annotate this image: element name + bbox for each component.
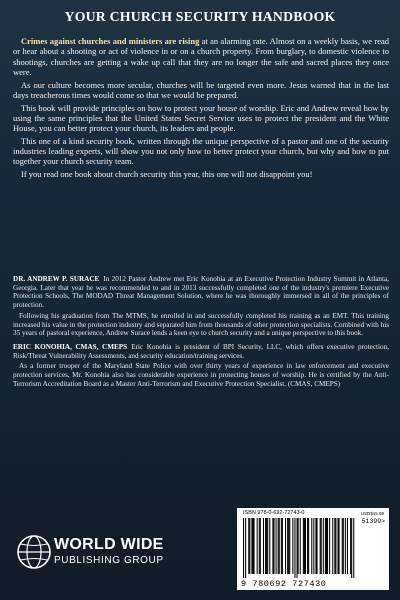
barcode-bar — [335, 518, 336, 574]
blurb-lead: Crimes against churches and ministers are rising — [21, 36, 200, 46]
barcode-bar — [245, 518, 246, 578]
barcode-bar — [288, 518, 289, 574]
barcode-bar — [282, 518, 283, 574]
barcode-bar — [327, 518, 328, 574]
barcode-bar — [279, 518, 280, 574]
barcode-bar — [248, 518, 249, 574]
addon-code: 51399> — [361, 518, 385, 525]
bio-konohia-2: As a former trooper of the Maryland State Police with over thirty years of experience in law enforcement and executive protection services, Mr. Konohia also has considerable experience in protecting houses of worship. He is certified by the Anti-Terrorism Accreditation Board as a Master Anti-Terrorism and Executive Protection Specialist. (CMAS, CMEPS) — [13, 362, 389, 388]
barcode-bar — [265, 518, 266, 574]
barcode-bar — [308, 518, 309, 574]
barcode-bar — [305, 518, 306, 574]
barcode-bar — [273, 518, 274, 574]
barcode-bar — [343, 518, 344, 574]
barcode-bar — [317, 518, 318, 574]
barcode-bar — [351, 518, 352, 578]
barcode-bar — [289, 518, 290, 574]
barcode-bar — [287, 518, 288, 574]
barcode-bar — [307, 518, 308, 574]
barcode-bar — [321, 518, 322, 574]
barcode-bar — [334, 518, 335, 574]
barcode-bar — [313, 518, 314, 574]
barcode-bar — [266, 518, 267, 574]
barcode-bar — [251, 518, 252, 574]
barcode-bar — [252, 518, 253, 574]
barcode-bar — [243, 518, 244, 578]
bio-konohia-1 — [13, 343, 389, 360]
blurb-paragraph-5: If you read one book about church security this year, this one will not disappoint you! — [21, 169, 313, 180]
author-name-konohia: ERIC KONOHIA, CMAS, CMEPS — [13, 342, 128, 351]
barcode-bar — [254, 518, 255, 574]
barcode-bar — [325, 518, 326, 574]
barcode-bar — [292, 518, 293, 574]
bio-konohia-1-text: Eric Konohia is president of BPI Security, LLC, which offers executive protection, Risk/Threat Vulnerability Assessments, and security education/training services. — [13, 342, 389, 360]
globe-icon — [16, 534, 52, 570]
barcode-bar — [332, 518, 333, 574]
ean-digits: 9 780692 727430 — [241, 579, 327, 589]
barcode-bar — [300, 518, 301, 574]
blurb-paragraph-2: As our culture becomes more secular, churches will be targeted even more. Jesus warned that in the last days treacherous times would come so that we would be prepared. — [13, 79, 389, 100]
barcode-bar — [294, 518, 295, 578]
blurb-paragraph-1 — [13, 36, 389, 77]
barcode-bar — [272, 518, 273, 574]
barcode-bar — [249, 518, 250, 574]
barcode-bar — [345, 518, 346, 574]
barcode-bar — [281, 518, 282, 574]
barcode-bar — [353, 518, 354, 578]
barcode-bar — [311, 518, 312, 574]
barcode-bar — [285, 518, 286, 574]
barcode-bar — [267, 518, 268, 574]
barcode-bar — [320, 518, 321, 574]
barcode-bar — [259, 518, 260, 574]
price-code: USD$15.99 — [360, 511, 384, 516]
barcode-bar — [315, 518, 316, 574]
barcode-bar — [350, 518, 351, 574]
barcode-bar — [276, 518, 277, 574]
blurb — [13, 36, 389, 182]
barcode-bar — [339, 518, 340, 574]
barcode — [243, 518, 383, 578]
blurb-paragraph-3: This book will provide principles on how to protect your house of worship. Eric and Andrew reveal how by using the same principles that the United States Secret Service uses to protect the president and the White House, you can better protect your church, its leaders and people. — [13, 102, 389, 134]
author-name-surace: DR. ANDREW P. SURACE — [13, 275, 100, 283]
barcode-bar — [323, 518, 324, 574]
barcode-bar — [303, 518, 304, 574]
isbn-text: ISBN 978-0-692-72743-0 — [243, 510, 305, 516]
barcode-bar — [263, 518, 264, 574]
barcode-bar — [298, 518, 299, 574]
barcode-bar — [342, 518, 343, 574]
bio-surace-2: Following his graduation from The MTMS, he enrolled in and successfully completed his training as an EMT. This training increased his value in the protection industry and separated him from thousands of other protection specialists. Combined with his 35 years of pastoral experience, Andrew Surace lends a keen eye to church security and a unique perspective to this book. — [13, 311, 389, 338]
barcode-bar — [304, 518, 305, 574]
barcode-bar — [278, 518, 279, 574]
barcode-bar — [257, 518, 258, 574]
blurb-paragraph-4: This one of a kind security book, written through the unique perspective of a pastor and one of the security industries leading experts, will show you not only how to better protect your church, but why and how to put together your church security team. — [13, 135, 389, 167]
author-bios — [13, 275, 389, 390]
blurb-paragraph-1-text: at an alarming rate. Almost on a weekly basis, we read or hear about a shooting or act of violence in or on a church property. From burglary, to domestic violence to shootings, churches are getting a wake up call that they are no longer the safe and sacred places they once were. — [13, 36, 389, 77]
publisher-logo — [16, 531, 166, 575]
barcode-bar — [260, 518, 261, 574]
bio-surace-1 — [13, 275, 389, 310]
barcode-bar — [338, 518, 339, 574]
publisher-name: WORLD WIDE — [54, 536, 164, 553]
barcode-bar — [347, 518, 348, 574]
barcode-block — [237, 508, 389, 590]
barcode-bar — [326, 518, 327, 574]
publisher-subname: PUBLISHING GROUP — [54, 555, 164, 566]
barcode-bar — [329, 518, 330, 574]
book-title: YOUR CHURCH SECURITY HANDBOOK — [64, 9, 336, 24]
bio-surace-1-text: In 2012 Pastor Andrew met Eric Konohia at an Executive Protection Industry Summit in Atlanta, Georgia. Later that year he was recommended to and in 2013 successfully completed one of the industry's premiere Executive Protection Schools, The MODAD Threat Management Solution, where he was thoroughly immersed in all of the principles of protection. — [13, 275, 389, 310]
barcode-bar — [297, 518, 298, 578]
barcode-bar — [269, 518, 270, 574]
